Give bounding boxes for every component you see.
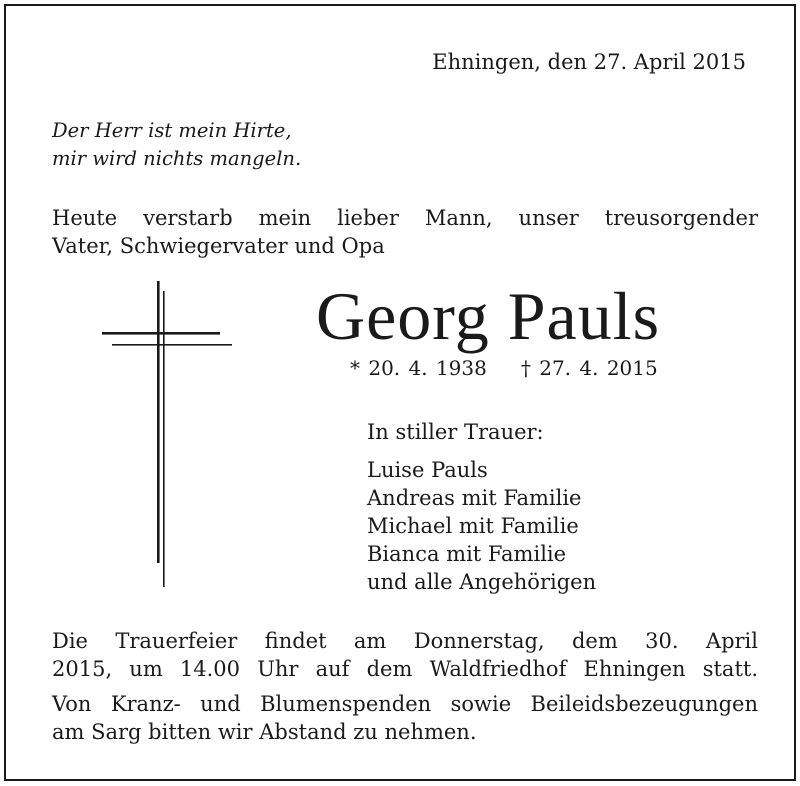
- ceremony-info: [52, 627, 758, 683]
- ceremony-line: 2015, um 14.00 Uhr auf dem Waldfriedhof Ehningen statt.: [52, 657, 758, 681]
- request-line: Von Kranz- und Blumenspenden sowie Beileidsbezeugungen: [52, 692, 758, 716]
- dateline: Ehningen, den 27. April 2015: [432, 50, 746, 74]
- obituary-frame: [4, 4, 796, 781]
- mourner: Andreas mit Familie: [367, 486, 582, 510]
- mourning-heading: In stiller Trauer:: [367, 420, 544, 444]
- psalm-quote: [52, 117, 301, 173]
- psalm-line: mir wird nichts mangeln.: [52, 147, 302, 170]
- intro-line: Heute verstarb mein lieber Mann, unser treusorgender: [52, 206, 758, 230]
- life-dates: [350, 356, 658, 380]
- intro-line: Vater, Schwiegervater und Opa: [52, 234, 385, 258]
- birth-date: * 20. 4. 1938: [350, 356, 487, 380]
- deceased-name: Georg Pauls: [316, 278, 661, 354]
- request-line: am Sarg bitten wir Abstand zu nehmen.: [52, 720, 477, 744]
- mourner: Bianca mit Familie: [367, 542, 567, 566]
- intro-text: [52, 204, 758, 260]
- mourner: Michael mit Familie: [367, 514, 579, 538]
- mourner: Luise Pauls: [367, 458, 488, 482]
- mourners-list: [367, 456, 596, 596]
- ceremony-line: Die Trauerfeier findet am Donnerstag, dem 30. April: [52, 629, 758, 653]
- psalm-line: Der Herr ist mein Hirte,: [52, 119, 292, 142]
- cross-icon: [102, 281, 234, 591]
- death-date: † 27. 4. 2015: [520, 356, 658, 380]
- donation-request: [52, 690, 758, 746]
- mourner: und alle Angehörigen: [367, 570, 597, 594]
